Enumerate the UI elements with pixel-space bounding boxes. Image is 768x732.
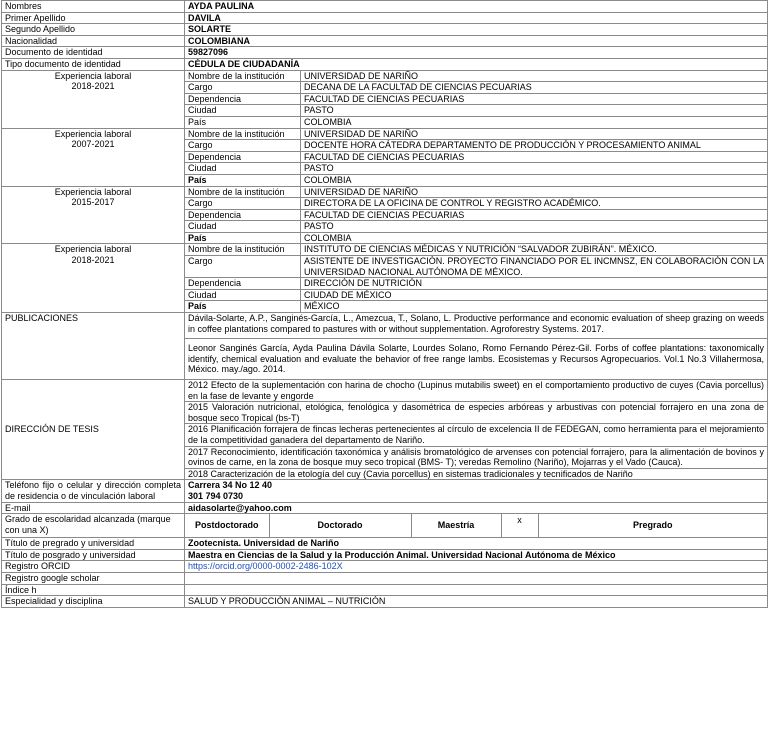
exp1-label-ciudad: Ciudad [185, 105, 301, 117]
exp3-pais: COLOMBIA [301, 232, 768, 244]
row-titulo-pregrado [2, 538, 768, 550]
exp4-label-ciudad: Ciudad [185, 289, 301, 301]
label-nombres: Nombres [2, 1, 185, 13]
row-escolaridad [2, 514, 768, 538]
grade-doctorado: Doctorado [269, 514, 411, 537]
exp4-institucion: INSTITUTO DE CIENCIAS MÉDICAS Y NUTRICIÓN “SALVADOR ZUBIRÁN”. MÉXICO. [301, 244, 768, 256]
exp1-label-institucion: Nombre de la institución [185, 70, 301, 82]
value-nombres: AYDA PAULINA [185, 1, 768, 13]
exp3-dependencia: FACULTAD DE CIENCIAS PECUARIAS [301, 209, 768, 221]
label-scholar: Registro google scholar [2, 572, 185, 584]
exp3-ciudad: PASTO [301, 221, 768, 233]
row-publicacion-1 [2, 313, 768, 339]
exp3-label-institucion: Nombre de la institución [185, 186, 301, 198]
tesis-item: 2017 Reconocimiento, identificación taxonómica y análisis bromatológico de arvenses con potencial forrajero, para la alimentación de bovinos y ovinos de carne, en la zona de bosque muy seco tropical (BMS- T); veredas Remolino (Nariño), Mojarras y el Vado (Cauca). [185, 446, 768, 468]
row-tipo-documento [2, 58, 768, 70]
exp4-pais: MÉXICO [301, 301, 768, 313]
exp4-ciudad: CIUDAD DE MÉXICO [301, 289, 768, 301]
grade-maestria: Maestría [411, 514, 501, 537]
row-titulo-posgrado [2, 549, 768, 561]
exp2-label-institucion: Nombre de la institución [185, 128, 301, 140]
value-nacionalidad: COLOMBIANA [185, 35, 768, 47]
exp2-period: 2007-2021 [71, 139, 115, 150]
row-nacionalidad [2, 35, 768, 47]
exp4-heading [2, 244, 185, 313]
exp2-ciudad: PASTO [301, 163, 768, 175]
value-orcid [185, 561, 768, 573]
value-email: aidasolarte@yahoo.com [185, 502, 768, 514]
row-contacto [2, 480, 768, 502]
value-primer-apellido: DAVILA [185, 12, 768, 24]
label-tipo-documento: Tipo documento de identidad [2, 58, 185, 70]
exp4-dependencia: DIRECCIÓN DE NUTRICIÓN [301, 278, 768, 290]
label-orcid: Registro ORCID [2, 561, 185, 573]
exp4-title: Experiencia laboral [54, 244, 132, 255]
exp1-label-pais: País [185, 116, 301, 128]
row-tesis-1 [2, 380, 768, 402]
exp3-period: 2015-2017 [71, 197, 115, 208]
exp3-label-pais: País [185, 232, 301, 244]
label-publicaciones: PUBLICACIONES [2, 313, 185, 380]
label-segundo-apellido: Segundo Apellido [2, 24, 185, 36]
exp1-label-dependencia: Dependencia [185, 93, 301, 105]
value-scholar [185, 572, 768, 584]
value-documento: 59827096 [185, 47, 768, 59]
row-documento [2, 47, 768, 59]
exp1-institucion: UNIVERSIDAD DE NARIÑO [301, 70, 768, 82]
exp4-period: 2018-2021 [71, 255, 115, 266]
label-titulo-pregrado: Título de pregrado y universidad [2, 538, 185, 550]
row-especialidad [2, 596, 768, 608]
exp2-label-dependencia: Dependencia [185, 151, 301, 163]
tesis-item: 2012 Efecto de la suplementación con harina de chocho (Lupinus mutabilis sweet) en el comportamiento productivo de cuyes (Cavia porcellus) en la fase de levante y engorde [185, 380, 768, 402]
exp1-title: Experiencia laboral [54, 70, 132, 81]
value-segundo-apellido: SOLARTE [185, 24, 768, 36]
tesis-item: 2015 Valoración nutricional, etológica, fenológica y dasométrica de especies arbóreas y arbustivas con potencial forrajero en una zona de bosque seco Tropical (bs-T) [185, 402, 768, 424]
value-titulo-posgrado: Maestra en Ciencias de la Salud y la Producción Animal. Universidad Nacional Autónoma de México [185, 549, 768, 561]
exp2-institucion: UNIVERSIDAD DE NARIÑO [301, 128, 768, 140]
exp2-label-pais: País [185, 174, 301, 186]
exp1-period: 2018-2021 [71, 81, 115, 92]
grade-maestria-mark: x [501, 514, 538, 537]
row-primer-apellido [2, 12, 768, 24]
exp2-pais: COLOMBIA [301, 174, 768, 186]
exp2-heading [2, 128, 185, 186]
exp1-dependencia: FACULTAD DE CIENCIAS PECUARIAS [301, 93, 768, 105]
value-especialidad: SALUD Y PRODUCCIÓN ANIMAL – NUTRICIÓN [185, 596, 768, 608]
row-scholar [2, 572, 768, 584]
exp4-label-cargo: Cargo [185, 256, 301, 278]
exp4-label-dependencia: Dependencia [185, 278, 301, 290]
exp3-label-cargo: Cargo [185, 198, 301, 210]
label-nacionalidad: Nacionalidad [2, 35, 185, 47]
exp2-label-cargo: Cargo [185, 140, 301, 152]
label-contacto: Teléfono fijo o celular y dirección completa de residencia o de vinculación laboral [2, 480, 185, 502]
label-tesis: DIRECCIÓN DE TESIS [2, 380, 185, 480]
exp4-label-institucion: Nombre de la institución [185, 244, 301, 256]
row-orcid [2, 561, 768, 573]
exp3-label-dependencia: Dependencia [185, 209, 301, 221]
exp2-dependencia: FACULTAD DE CIENCIAS PECUARIAS [301, 151, 768, 163]
contact-phone: 301 794 0730 [188, 490, 244, 501]
value-contacto [185, 480, 768, 502]
exp1-heading [2, 70, 185, 128]
publicacion-item: Dávila-Solarte, A.P., Sanginés-García, L., Amezcua, T., Solano, L. Productive performance and economic evaluation of sheep grazing on weeds in coffee plantations compared to pastures with or without supplementation. Agroforestry Systems. 2017. [185, 313, 768, 339]
label-titulo-posgrado: Título de posgrado y universidad [2, 549, 185, 561]
exp1-cargo: DECANA DE LA FACULTAD DE CIENCIAS PECUARIAS [301, 82, 768, 94]
label-escolaridad: Grado de escolaridad alcanzada (marque con una X) [2, 514, 185, 538]
exp2-cargo: DOCENTE HORA CÁTEDRA DEPARTAMENTO DE PRODUCCIÓN Y PROCESAMIENTO ANIMAL [301, 140, 768, 152]
label-email: E-mail [2, 502, 185, 514]
orcid-link[interactable]: https://orcid.org/0000-0002-2486-102X [188, 561, 343, 572]
cv-table [1, 0, 768, 608]
label-primer-apellido: Primer Apellido [2, 12, 185, 24]
grade-pregrado: Pregrado [632, 520, 673, 531]
row-indice-h [2, 584, 768, 596]
exp2-row-institucion [2, 128, 768, 140]
grade-postdoctorado: Postdoctorado [185, 514, 269, 537]
grade-options [185, 514, 768, 538]
exp4-label-pais: País [185, 301, 301, 313]
row-email [2, 502, 768, 514]
exp1-pais: COLOMBIA [301, 116, 768, 128]
value-tipo-documento: CÉDULA DE CIUDADANÍA [185, 58, 768, 70]
exp3-row-institucion [2, 186, 768, 198]
tesis-item: 2016 Planificación forrajera de fincas lecheras pertenecientes al círculo de excelencia II de FEDEGAN, como herramienta para el mejoramiento de la competitividad ganadera del departamento de Nariño. [185, 424, 768, 446]
exp3-cargo: DIRECTORA DE LA OFICINA DE CONTROL Y REGISTRO ACADÉMICO. [301, 198, 768, 210]
exp1-row-institucion [2, 70, 768, 82]
exp3-title: Experiencia laboral [54, 186, 132, 197]
contact-address: Carrera 34 No 12 40 [188, 480, 273, 491]
label-especialidad: Especialidad y disciplina [2, 596, 185, 608]
value-titulo-pregrado: Zootecnista. Universidad de Nariño [185, 538, 768, 550]
exp2-label-ciudad: Ciudad [185, 163, 301, 175]
exp1-ciudad: PASTO [301, 105, 768, 117]
exp1-label-cargo: Cargo [185, 82, 301, 94]
publicacion-item: Leonor Sanginés García, Ayda Paulina Dávila Solarte, Lourdes Solano, Romo Fernando Pérez-Gil. Forbs of coffee plantations: taxonomically identify, chemical evaluation and evaluate the behavior of free range lambs. Ecosistemas y Recursos Agropecuarios. Vol.1 No.3 Villahermosa, México. may./ago. 2014. [185, 339, 768, 380]
exp3-heading [2, 186, 185, 244]
exp3-institucion: UNIVERSIDAD DE NARIÑO [301, 186, 768, 198]
label-indice-h: Índice h [2, 584, 185, 596]
exp4-row-institucion [2, 244, 768, 256]
row-nombres [2, 1, 768, 13]
row-segundo-apellido [2, 24, 768, 36]
exp3-label-ciudad: Ciudad [185, 221, 301, 233]
value-indice-h [185, 584, 768, 596]
tesis-item: 2018 Caracterización de la etología del cuy (Cavia porcellus) en sistemas tradicionales y tecnificados de Nariño [185, 468, 768, 480]
exp2-title: Experiencia laboral [54, 128, 132, 139]
exp4-cargo: ASISTENTE DE INVESTIGACIÓN. PROYECTO FINANCIADO POR EL INCMNSZ, EN COLABORACIÓN CON LA UNIVERSIDAD NACIONAL AUTÓNOMA DE MÉXICO. [301, 256, 768, 278]
label-documento: Documento de identidad [2, 47, 185, 59]
